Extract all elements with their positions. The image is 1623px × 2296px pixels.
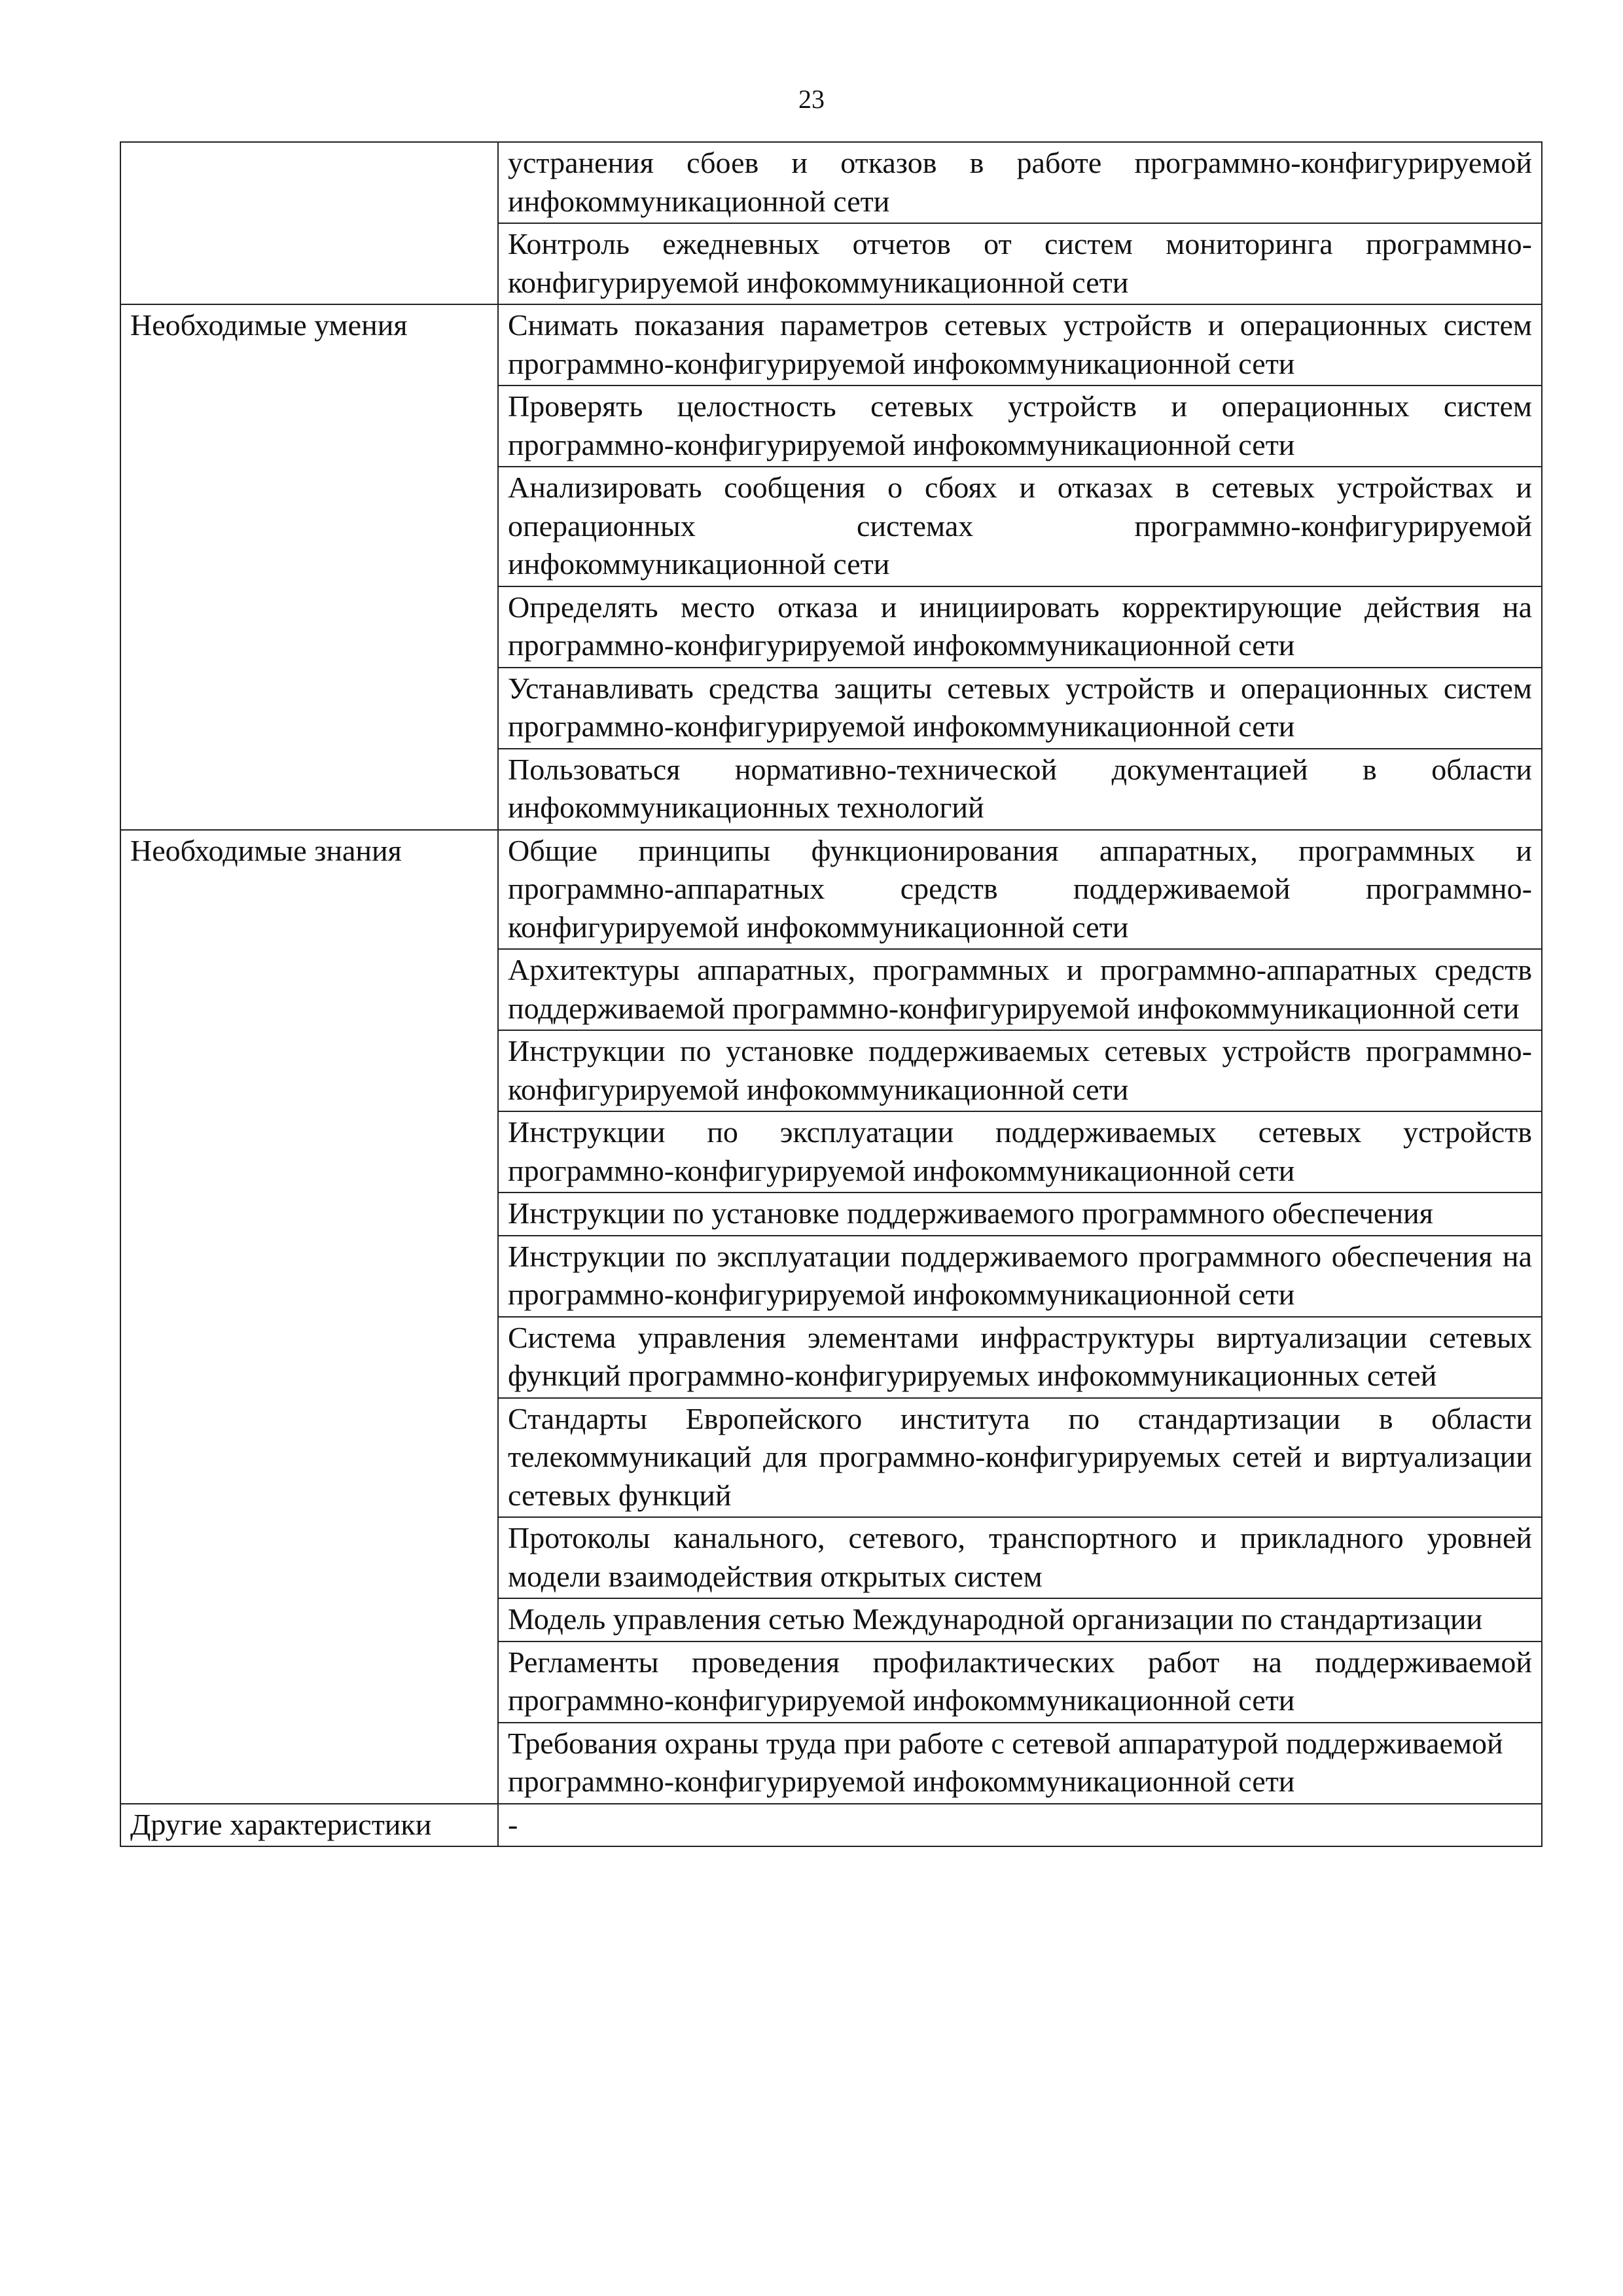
other-value: - [498, 1804, 1542, 1847]
knowledge-item: Инструкции по эксплуатации поддерживаемого программного обеспечения на программно-конфигурируемой инфокоммуникационной сети [498, 1236, 1542, 1317]
knowledge-item: Архитектуры аппаратных, программных и программно-аппаратных средств поддерживаемой программно-конфигурируемой инфокоммуникационной сети [498, 949, 1542, 1030]
skill-item: Анализировать сообщения о сбоях и отказах в сетевых устройствах и операционных системах программно-конфигурируемой инфокоммуникационной сети [498, 467, 1542, 586]
empty-label-cell [120, 142, 498, 304]
table-row [120, 1804, 1542, 1847]
knowledge-label: Необходимые знания [120, 830, 498, 1804]
skill-item: Проверять целостность сетевых устройств и операционных систем программно-конфигурируемой инфокоммуникационной сети [498, 386, 1542, 467]
knowledge-item: Инструкции по установке поддерживаемых сетевых устройств программно-конфигурируемой инфокоммуникационной сети [498, 1030, 1542, 1111]
skill-item: Определять место отказа и инициировать корректирующие действия на программно-конфигурируемой инфокоммуникационной сети [498, 586, 1542, 668]
knowledge-item: Стандарты Европейского института по стандартизации в области телекоммуникаций для программно-конфигурируемых сетей и виртуализации сетевых функций [498, 1398, 1542, 1518]
knowledge-item: Требования охраны труда при работе с сетевой аппаратурой поддерживаемой программно-конфигурируемой инфокоммуникационной сети [498, 1723, 1542, 1804]
table-cell: устранения сбоев и отказов в работе программно-конфигурируемой инфокоммуникационной сети [498, 142, 1542, 223]
table-row [120, 830, 1542, 950]
other-label: Другие характеристики [120, 1804, 498, 1847]
knowledge-item: Инструкции по эксплуатации поддерживаемых сетевых устройств программно-конфигурируемой инфокоммуникационной сети [498, 1111, 1542, 1193]
skill-item: Снимать показания параметров сетевых устройств и операционных систем программно-конфигурируемой инфокоммуникационной сети [498, 304, 1542, 386]
table-row [120, 304, 1542, 386]
knowledge-item: Общие принципы функционирования аппаратных, программных и программно-аппаратных средств поддерживаемой программно-конфигурируемой инфокоммуникационной сети [498, 830, 1542, 950]
skills-label: Необходимые умения [120, 304, 498, 830]
knowledge-item: Регламенты проведения профилактических работ на поддерживаемой программно-конфигурируемой инфокоммуникационной сети [498, 1641, 1542, 1723]
skill-item: Устанавливать средства защиты сетевых устройств и операционных систем программно-конфигурируемой инфокоммуникационной сети [498, 668, 1542, 749]
knowledge-item: Система управления элементами инфраструктуры виртуализации сетевых функций программно-конфигурируемых инфокоммуникационных сетей [498, 1317, 1542, 1398]
table-row [120, 142, 1542, 223]
table-cell: Контроль ежедневных отчетов от систем мониторинга программно-конфигурируемой инфокоммуникационной сети [498, 223, 1542, 304]
knowledge-item: Инструкции по установке поддерживаемого программного обеспечения [498, 1193, 1542, 1236]
page-number: 23 [798, 84, 825, 114]
knowledge-item: Протоколы канального, сетевого, транспортного и прикладного уровней модели взаимодействия открытых систем [498, 1517, 1542, 1598]
competency-table [120, 141, 1543, 1847]
skill-item: Пользоваться нормативно-технической документацией в области инфокоммуникационных технологий [498, 749, 1542, 830]
knowledge-item: Модель управления сетью Международной организации по стандартизации [498, 1598, 1542, 1641]
